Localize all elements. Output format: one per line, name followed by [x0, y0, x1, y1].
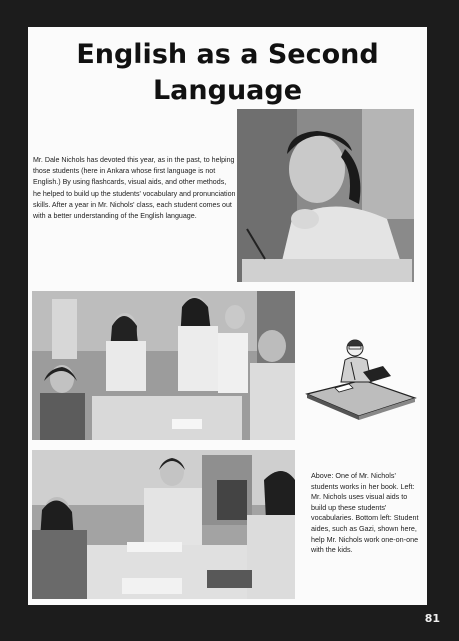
page-title	[28, 37, 427, 109]
page-number: 81	[424, 612, 440, 625]
yearbook-page	[28, 27, 427, 605]
title-line-1: English as a Second	[76, 39, 379, 70]
intro-paragraph: Mr. Dale Nichols has devoted this year, as in the past, to helping those students (here in Ankara whose first language is not English.) By using flashcards, visual aids, and other methods, he helped to build up the students' vocabulary and pronunciation skills. After a year in Mr. Nichols' class, each student comes out with a better understanding of the English language.	[33, 156, 236, 221]
photo-caption: Above: One of Mr. Nichols' students works in her book. Left: Mr. Nichols uses visual aids to build up these students' vocabularies. Bottom left: Student aides, such as Gazi, shown here, help Mr. Nichols work one-on-one with the kids.	[311, 471, 419, 555]
photo-student-aides	[32, 450, 295, 599]
title-line-2: Language	[152, 75, 303, 106]
clipart-teacher-reading	[305, 332, 417, 420]
photo-student-writing	[237, 109, 414, 282]
photo-teacher-visual-aids	[32, 291, 295, 440]
